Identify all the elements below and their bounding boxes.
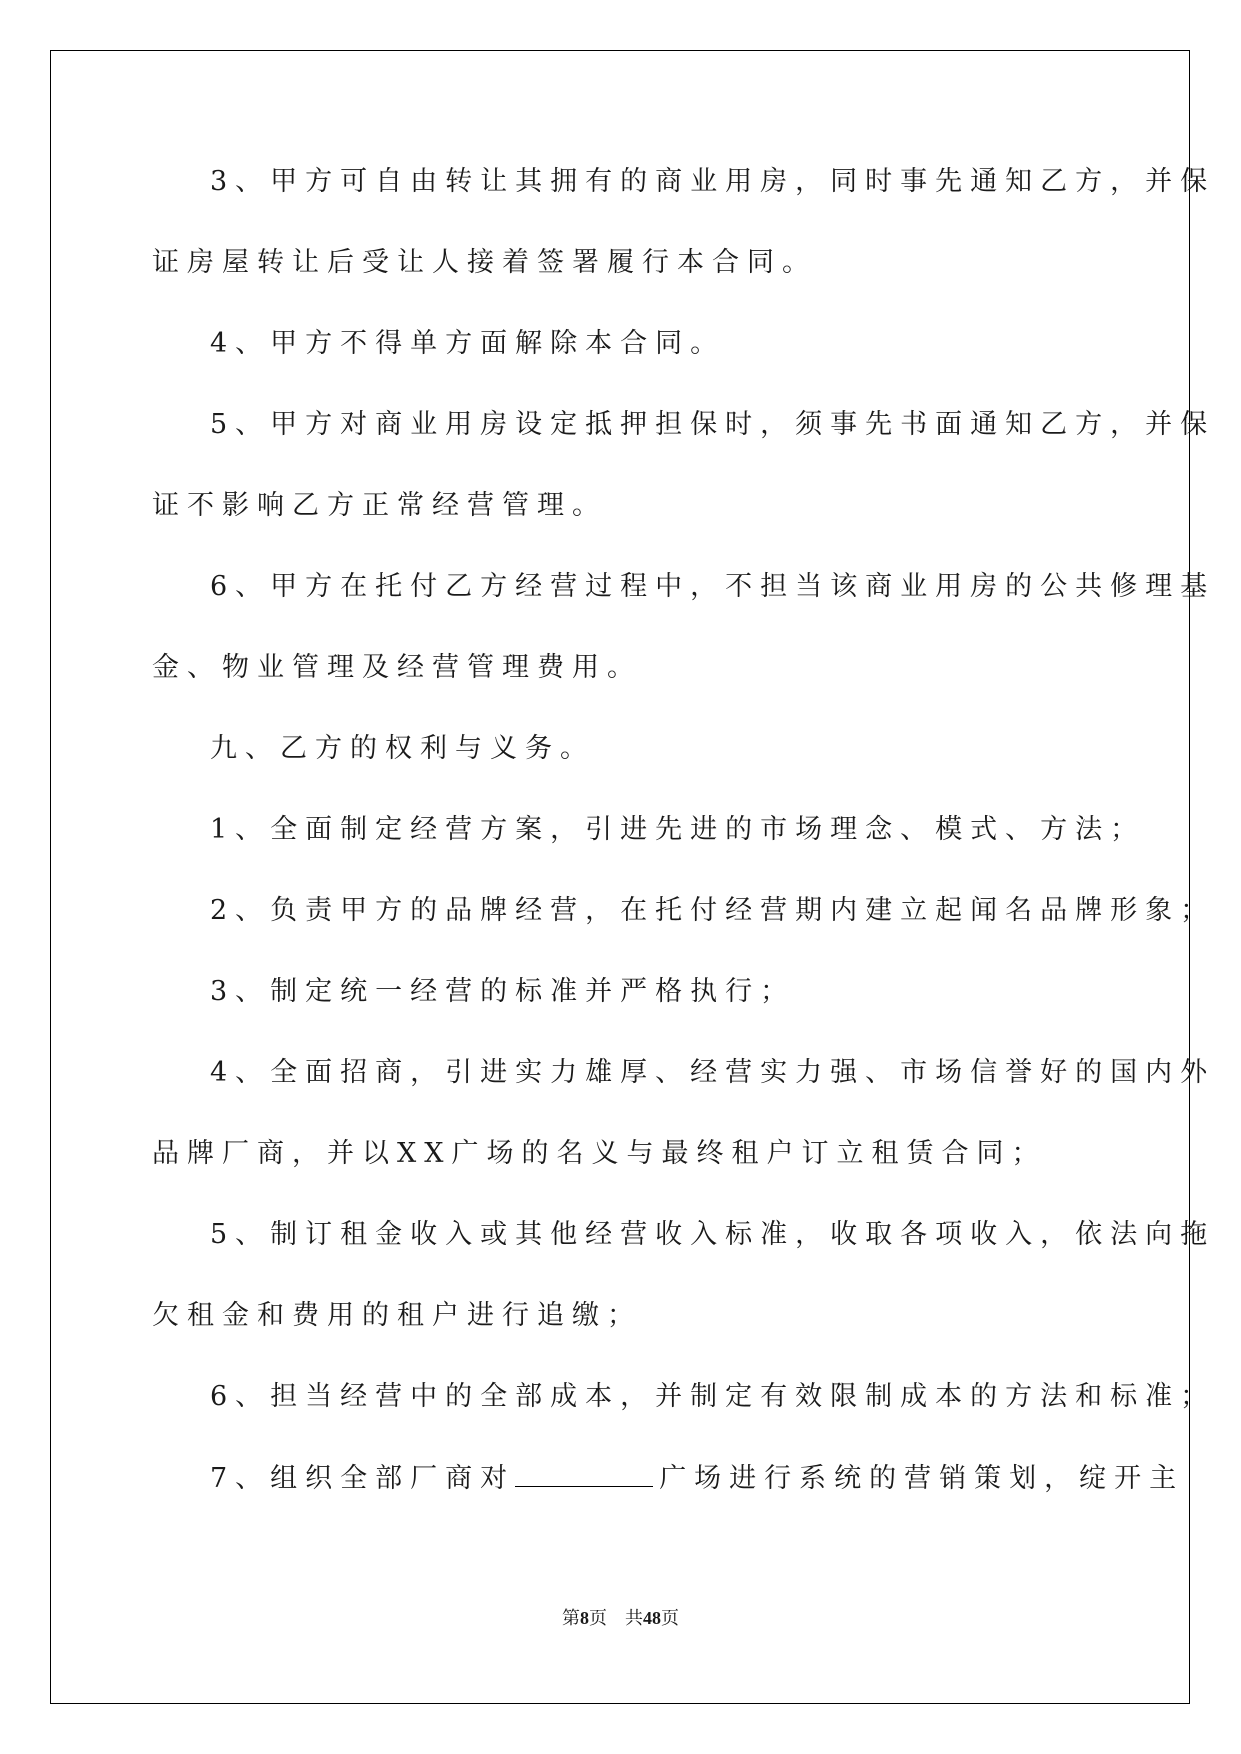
section-heading: 九、乙方的权利与义务。	[210, 733, 595, 764]
page-prefix: 第	[562, 1608, 580, 1628]
text-line: 欠租金和费用的租户进行追缴；	[152, 1300, 642, 1331]
fill-in-blank	[515, 1460, 653, 1487]
total-prefix: 共	[625, 1608, 643, 1628]
document-body	[152, 164, 1216, 1541]
text-line: 4、甲方不得单方面解除本合同。	[210, 328, 726, 359]
page-footer	[0, 1604, 1241, 1630]
text-line: 证不影响乙方正常经营管理。	[152, 490, 607, 521]
text-line: 5、甲方对商业用房设定抵押担保时，须事先书面通知乙方，并保	[210, 409, 1216, 440]
total-pages: 48	[643, 1608, 661, 1628]
page-suffix: 页	[589, 1608, 607, 1628]
page-number: 8	[580, 1608, 589, 1628]
text-line: 证房屋转让后受让人接着签署履行本合同。	[152, 247, 817, 278]
text-line: 5、制订租金收入或其他经营收入标准，收取各项收入，依法向拖	[210, 1219, 1216, 1250]
text-line: 3、制定统一经营的标准并严格执行；	[210, 976, 796, 1007]
text-line: 6、担当经营中的全部成本，并制定有效限制成本的方法和标准；	[210, 1381, 1216, 1412]
text-before-blank: 7、组织全部厂商对	[210, 1463, 516, 1494]
text-line: 1、全面制定经营方案，引进先进的市场理念、模式、方法；	[210, 814, 1146, 845]
text-line: 品牌厂商，并以XX广场的名义与最终租户订立租赁合同；	[152, 1138, 1047, 1169]
text-line: 4、全面招商，引进实力雄厚、经营实力强、市场信誉好的国内外	[210, 1057, 1216, 1088]
text-line-with-blank	[152, 1460, 1185, 1541]
text-line: 2、负责甲方的品牌经营，在托付经营期内建立起闻名品牌形象；	[210, 895, 1216, 926]
text-line: 3、甲方可自由转让其拥有的商业用房，同时事先通知乙方，并保	[210, 166, 1216, 197]
text-after-blank: 广场进行系统的营销策划，绽开主	[659, 1463, 1185, 1494]
text-line: 6、甲方在托付乙方经营过程中，不担当该商业用房的公共修理基	[210, 571, 1216, 602]
total-suffix: 页	[661, 1608, 679, 1628]
text-line: 金、物业管理及经营管理费用。	[152, 652, 642, 683]
